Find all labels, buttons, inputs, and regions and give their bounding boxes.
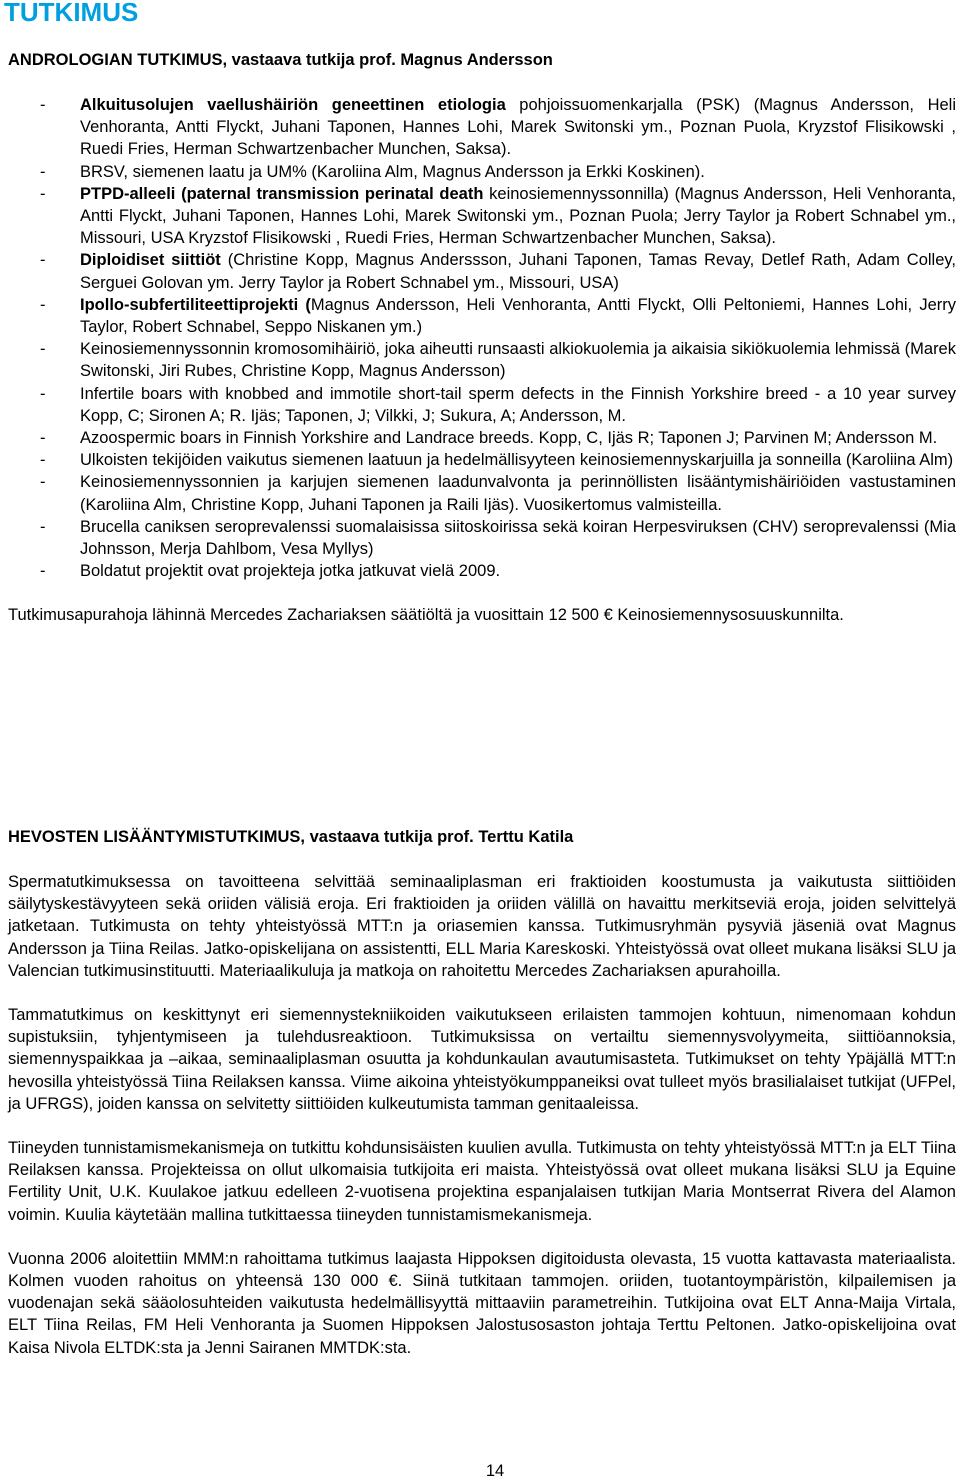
item-text: pohjoissuomenkarjalla (PSK) (Magnus Andersson, Heli Venhoranta, Antti Flyckt, Juhani Taponen, Hannes Lohi, Marek Switonski ym., Poznan Puola, Kryzstof Flisikowski , Ruedi Fries, Herman Schwartzenbacher Munchen, Saksa). [80,96,956,159]
list-item [8,383,956,427]
item-text: Ulkoisten tekijöiden vaikutus siemenen laatuun ja hedelmällisyyteen keinosiemennyskarjuilla ja sonneilla (Karoliina Alm) [80,451,954,470]
list-item [8,294,956,338]
list-dash: - [40,184,46,203]
item-text: Magnus Andersson, Heli Venhoranta, Antti Flyckt, Olli Peltoniemi, Hannes Lohi, Jerry Taylor, Robert Schnabel, Seppo Niskanen ym.) [80,295,956,337]
item-bold: Diploidiset siittiöt [80,251,221,270]
list-dash: - [40,562,46,581]
item-text: Keinosiemennyssonnien ja karjujen siemenen laadunvalvonta ja perinnöllisten lisääntymishäiriöiden vastustaminen (Karoliina Alm, Christine Kopp, Juhani Taponen ja Raili Ijäs). Vuosikertomus valmisteilla. [80,473,956,514]
list-dash: - [40,473,46,492]
horse-paragraph: Vuonna 2006 aloitettiin MMM:n rahoittama tutkimus laajasta Hippoksen digitoidusta olevasta, 15 vuotta kattavasta materiaalista. Kolmen vuoden rahoitus on yhteensä 130 000 €. Siinä tutkitaan tammojen. oriiden, tuotantoympäristön, kilpailemisen ja vuodenajan sekä sääolosuhteiden vaikutusta hedelmällisyyttä mittaaviin parametreihin. Tutkijoina ovat ELT Anna-Maija Virtala, ELT Tiina Reilas, FM Heli Venhoranta ja Suomen Hippoksen Jalostusosaston johtaja Terttu Peltonen. Jatko-opiskelijoina ovat Kaisa Nivola ELTDK:sta ja Jenni Sairanen MMTDK:sta. [8,1249,956,1357]
horse-section [8,826,956,1359]
list-dash: - [40,340,46,359]
horse-heading: HEVOSTEN LISÄÄNTYMISTUTKIMUS, vastaava tutkija prof. Terttu Katila [8,828,574,846]
list-item [8,516,956,560]
item-text: Boldatut projektit ovat projekteja jotka jatkuvat vielä 2009. [80,562,501,581]
page-number: 14 [485,1462,505,1480]
project-list [8,94,956,582]
item-bold: PTPD-alleeli (paternal transmission perinatal death [80,184,484,203]
list-item [8,94,956,161]
list-item [8,560,956,582]
list-dash: - [40,384,46,403]
horse-paragraph: Tiineyden tunnistamismekanismeja on tutkittu kohdunsisäisten kuulien avulla. Tutkimusta on tehty yhteistyössä MTT:n ja ELT Tiina Reilaksen kanssa. Projekteissa on ollut ulkomaisia tutkijoita eri maista. Yhteistyössä ovat olleet mukana lisäksi SLU ja Equine Fertility Unit, U.K. Kuulakoe jatkuu edelleen 2-vuotisena projektina espanjalaisen tutkijan Maria Montserrat Rivera del Alamon voimin. Kuulia käytetään mallina tutkittaessa tiineyden tunnistamismekanismeja. [8,1139,956,1224]
item-text: Azoospermic boars in Finnish Yorkshire and Landrace breeds. Kopp, C, Ijäs R; Taponen J; Parvinen M; Andersson M. [80,429,938,448]
list-dash: - [40,451,46,470]
item-bold: Ipollo-subfertiliteettiprojekti ( [80,295,311,314]
list-dash: - [40,429,46,448]
item-text: BRSV, siemenen laatu ja UM% (Karoliina Alm, Magnus Andersson ja Erkki Koskinen). [80,162,705,181]
list-dash: - [40,517,46,536]
list-item [8,471,956,515]
horse-paragraph: Tammatutkimus on keskittynyt eri siemennystekniikoiden vaikutukseen erilaisten tammojen kohtuun, nimenomaan kohdun supistuksiin, tyhjentymiseen ja tulehdusreaktioon. Tutkimuksissa on vertailtu siemennysvolyymeita, siittiöannoksia, siemennyspaikkaa ja –aikaa, seminaaliplasman osuutta ja kohdunkaulan avautumisasteta. Tutkimukset on tehty Ypäjällä MTT:n hevosilla yhteistyössä Tiina Reilaksen kanssa. Viime aikoina yhteistyökumppaneiksi ovat tulleet myös brasilialaiset tutkijat (UFPel, ja UFRGS), joiden kanssa on selvitetty siittiöiden kulkeutumista tamman genitaaleissa. [8,1006,956,1113]
item-text: Keinosiemennyssonnin kromosomihäiriö, joka aiheutti runsaasti alkiokuolemia ja aikaisia sikiökuolemia lehmissä (Marek Switonski, Jiri Rubes, Christine Kopp, Magnus Andersson) [80,340,956,381]
list-item [8,161,956,183]
item-text: Infertile boars with knobbed and immotile short-tail sperm defects in the Finnish Yorkshire breed - a 10 year survey Kopp, C; Sironen A; R. Ijäs; Taponen, J; Vilkki, J; Sukura, A; Andersson, M. [80,384,956,425]
list-item [8,338,956,382]
item-bold: Alkuitusolujen vaellushäiriön geneettinen etiologia [80,96,506,114]
list-item [8,449,956,471]
list-item [8,249,956,293]
item-text: Brucella caniksen seroprevalenssi suomalaisissa siitoskoirissa sekä koiran Herpesviruksen (CHV) seroprevalenssi (Mia Johnsson, Merja Dahlbom, Vesa Myllys) [80,517,956,559]
page-title: TUTKIMUS [4,0,139,27]
andrology-heading: ANDROLOGIAN TUTKIMUS, vastaava tutkija prof. Magnus Andersson [8,51,553,69]
list-item [8,183,956,250]
list-dash: - [40,162,46,181]
andrology-section [8,49,956,627]
funding-paragraph: Tutkimusapurahoja lähinnä Mercedes Zachariaksen säätiöltä ja vuosittain 12 500 € Keinosiemennysosuuskunnilta. [8,606,844,625]
list-dash: - [40,96,46,114]
horse-paragraph: Spermatutkimuksessa on tavoitteena selvittää seminaaliplasman eri fraktioiden koostumusta ja vaikutusta siittiöiden säilytyskestävyyteen sekä oriiden välisiä eroja. Eri fraktioiden ja oriiden välillä on havaittu merkitseviä eroja, joiden selvittelyä jatketaan. Tutkimusta on tehty yhteistyössä MTT:n ja oriasemien kanssa. Tutkimusryhmän pysyviä jäseniä ovat Magnus Andersson ja Tiina Reilas. Jatko-opiskelijana on assistentti, ELL Maria Kareskoski. Yhteistyössä ovat olleet mukana lisäksi SLU ja Valencian tutkimusinstituutti. Materiaalikuluja ja matkoja on rahoitettu Mercedes Zachariaksen apurahoilla. [8,873,956,980]
list-item [8,427,956,449]
list-dash: - [40,251,46,270]
item-text: keinosiemennyssonnilla) (Magnus Andersson, Heli Venhoranta, Antti Flyckt, Juhani Taponen, Hannes Lohi, Marek Switonski ym., Poznan Puola; Jerry Taylor ja Robert Schnabel ym., Missouri, USA Kryzstof Flisikowski , Ruedi Fries, Herman Schwartzenbacher Munchen, Saksa). [80,184,956,248]
item-text: (Christine Kopp, Magnus Anderssson, Juhani Taponen, Tamas Revay, Detlef Rath, Adam Colley, Serguei Golovan ym. Jerry Taylor ja Robert Schnabel ym., Missouri, USA) [80,251,956,292]
list-dash: - [40,295,46,314]
